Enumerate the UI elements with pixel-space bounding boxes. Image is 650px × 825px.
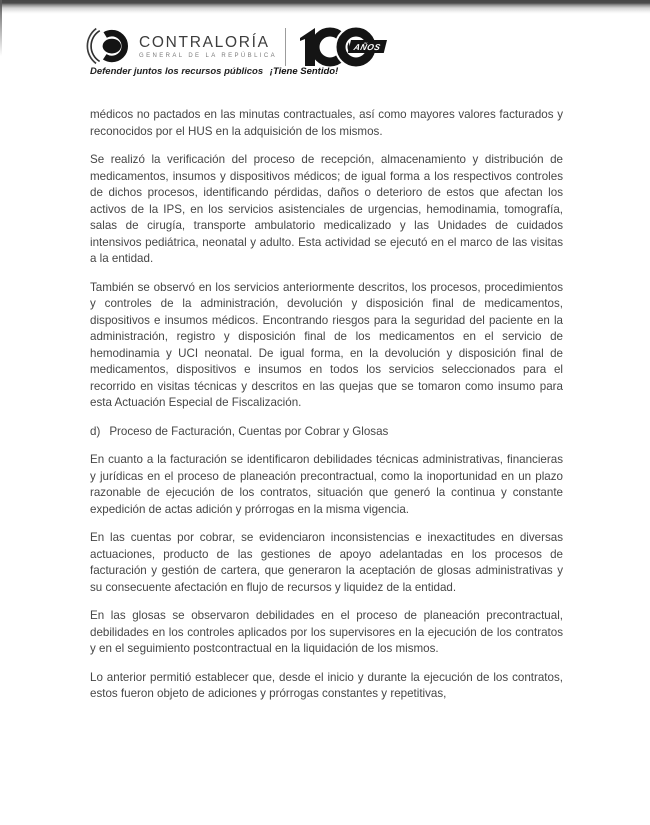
centennial-100-anos-icon: [294, 25, 390, 69]
contraloria-logo-icon: [86, 22, 134, 72]
tagline-text: Defender juntos los recursos públicos: [90, 66, 264, 77]
page-top-edge: [0, 0, 650, 14]
paragraph: Se realizó la verificación del proceso de recepción, almacenamiento y distribución de medicamentos, insumos y dispositivos médicos; de igual forma a los respectivos controles de dichos procesos, identificando pérdidas, daños o deterioro de estos que afectan los activos de la IPS, en los servicios asistenciales de urgencias, hemodinamia, tomografía, salas de cirugía, transporte ambulatorio medicalizado y las Unidades de cuidados intensivos pediátrica, neonatal y adulto. Esta actividad se ejecutó en el marco de las visitas a la entidad.: [90, 153, 563, 265]
page-left-edge: [0, 0, 2, 56]
paragraph: También se observó en los servicios anteriormente descritos, los procesos, procedimientos y controles de la administración, devolución y disposición final de medicamentos, dispositivos e insumos médicos. Encontrando riesgos para la seguridad del paciente en la administración, registro y disposición final de los medicamentos en el servicio de hemodinamia y UCI neonatal. De igual forma, en la devolución y disposición final de medicamentos, dispositivos e insumos en todos los servicios seleccionados para el recorrido en visitas técnicas y descritos en las quejas que se tomaron como insumo para esta Actuación Especial de Fiscalización.: [90, 280, 563, 409]
brand-wordmark: [139, 35, 277, 59]
section-heading: [90, 424, 563, 441]
paragraph: En las cuentas por cobrar, se evidenciaron inconsistencias e inexactitudes en diversas actuaciones, producto de las gestiones de apoyo adelantadas en los procesos de facturación y gestión de cartera, que generaron la aceptación de glosas administrativas y su consecuente afectación en flujo de recursos y liquidez de la entidad.: [90, 531, 563, 594]
paragraph: médicos no pactados en las minutas contractuales, así como mayores valores facturados y reconocidos por el HUS en la adquisición de los mismos.: [90, 108, 563, 138]
logo-divider: [285, 28, 286, 66]
tagline: [90, 66, 338, 77]
brand-subtitle: GENERAL DE LA REPÚBLICA: [139, 53, 278, 59]
section-heading-text: Proceso de Facturación, Cuentas por Cobrar y Glosas: [109, 424, 389, 438]
section-heading-label: d): [90, 424, 101, 438]
tagline-emphasis: ¡Tiene Sentido!: [269, 66, 339, 77]
paragraph: Lo anterior permitió establecer que, desde el inicio y durante la ejecución de los contratos, estos fueron objeto de adiciones y prórrogas constantes y repetitivas,: [90, 670, 563, 700]
paragraph: En las glosas se observaron debilidades en el proceso de planeación precontractual, debilidades en los controles aplicados por los supervisores en la ejecución de los contratos y en el seguimiento postcontractual en la liquidación de los mismos.: [90, 609, 563, 655]
header: [86, 22, 390, 72]
document-body: [90, 95, 563, 715]
centennial-badge-label: AÑOS: [352, 42, 382, 52]
paragraph: En cuanto a la facturación se identificaron debilidades técnicas administrativas, financieras y jurídicas en el proceso de planeación precontractual, como la inoportunidad en un plazo razonable de ejecución de los contratos, situación que generó la continua y constante expedición de actas adición y prórrogas en la misma vigencia.: [90, 453, 563, 516]
brand-name: CONTRALORÍA: [139, 34, 270, 51]
